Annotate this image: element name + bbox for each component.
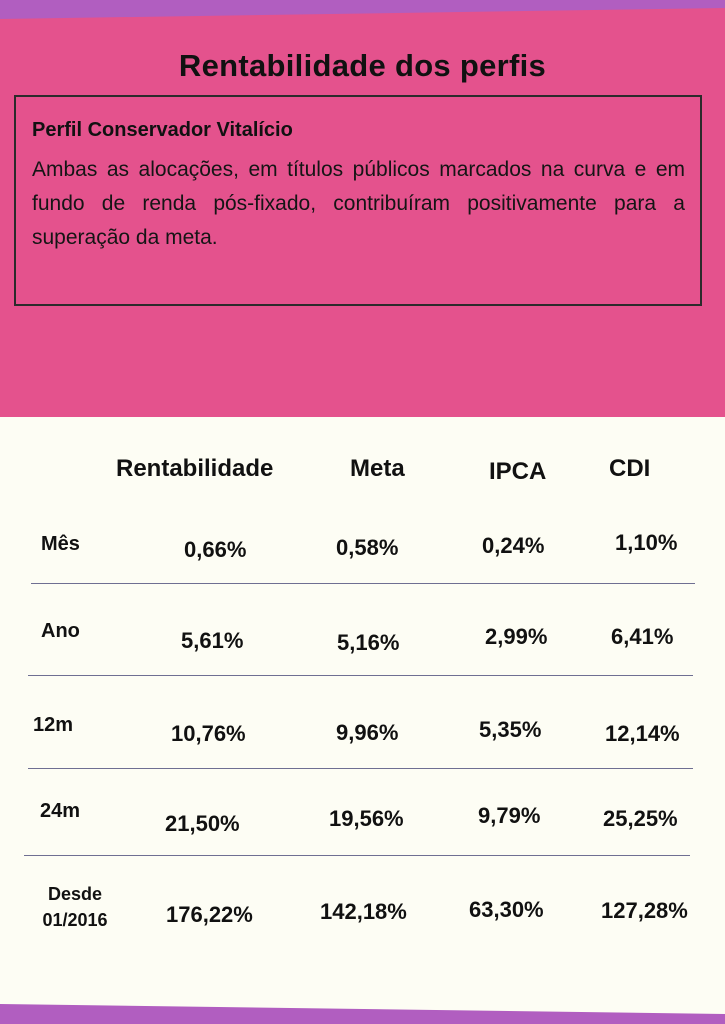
cell-24m-rentabilidade: 21,50% xyxy=(165,811,240,836)
cell-mes-meta: 0,58% xyxy=(336,535,399,560)
page-title: Rentabilidade dos perfis xyxy=(178,48,547,83)
cell-24m-cdi: 25,25% xyxy=(603,806,678,831)
column-header-cdi: CDI xyxy=(609,455,651,482)
bottom-accent-stripe xyxy=(0,998,725,1024)
row-label-desde-2016 xyxy=(30,881,120,933)
cell-ano-meta: 5,16% xyxy=(337,630,400,655)
column-header-meta: Meta xyxy=(350,455,405,482)
profile-card xyxy=(14,95,702,306)
row-divider xyxy=(28,675,693,676)
row-label-ano: Ano xyxy=(41,620,80,642)
cell-24m-meta: 19,56% xyxy=(329,806,404,831)
row-label-line: Desde xyxy=(47,884,103,904)
cell-desde-meta: 142,18% xyxy=(320,899,407,924)
cell-ano-cdi: 6,41% xyxy=(611,624,674,649)
row-label-mes: Mês xyxy=(41,533,80,555)
cell-12m-ipca: 5,35% xyxy=(479,717,542,742)
cell-mes-cdi: 1,10% xyxy=(615,530,678,555)
column-header-ipca: IPCA xyxy=(489,458,547,485)
cell-ano-ipca: 2,99% xyxy=(485,624,548,649)
cell-12m-cdi: 12,14% xyxy=(605,721,680,746)
cell-desde-ipca: 63,30% xyxy=(469,897,544,922)
cell-mes-ipca: 0,24% xyxy=(482,533,545,558)
cell-desde-cdi: 127,28% xyxy=(601,898,688,923)
profile-description: Ambas as alocações, em títulos públicos marcados na curva e em fundo de renda pós-fixado, contribuíram positivamente para a superação da meta. xyxy=(32,158,685,249)
cell-12m-meta: 9,96% xyxy=(336,720,399,745)
row-divider xyxy=(28,768,693,769)
top-accent-stripe xyxy=(0,0,725,24)
cell-mes-rentabilidade: 0,66% xyxy=(184,537,247,562)
cell-desde-rentabilidade: 176,22% xyxy=(166,902,253,927)
row-label-12m: 12m xyxy=(33,714,74,736)
row-divider xyxy=(24,855,690,856)
cell-ano-rentabilidade: 5,61% xyxy=(181,628,244,653)
row-divider xyxy=(31,583,695,584)
row-label-24m: 24m xyxy=(40,800,81,822)
row-label-line: 01/2016 xyxy=(42,910,108,930)
cell-12m-rentabilidade: 10,76% xyxy=(171,721,246,746)
column-header-rentabilidade: Rentabilidade xyxy=(116,455,274,482)
profile-name: Perfil Conservador Vitalício xyxy=(32,119,293,141)
cell-24m-ipca: 9,79% xyxy=(478,803,541,828)
